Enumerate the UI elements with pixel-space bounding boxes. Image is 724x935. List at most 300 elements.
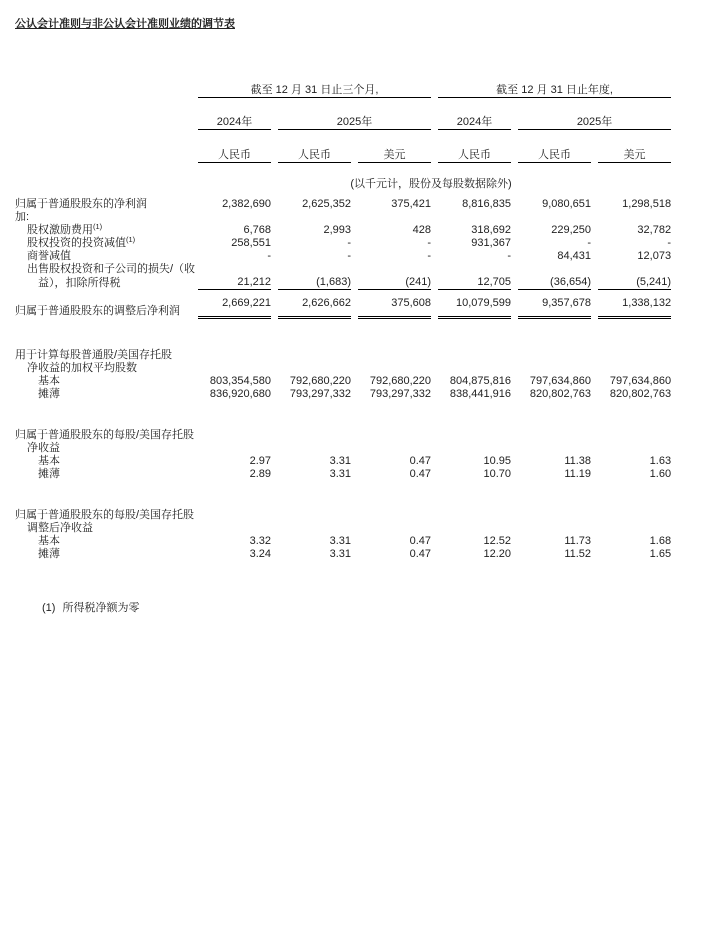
row-label: 股权激励费用$^{(1)}$ bbox=[27, 222, 103, 236]
value-cell: 1,298,518 bbox=[622, 198, 672, 210]
column-gap bbox=[591, 455, 598, 468]
value-cell: 2.97 bbox=[249, 455, 271, 467]
column-gap bbox=[191, 455, 198, 468]
value-cell: 820,802,763 bbox=[529, 388, 592, 400]
value-cell bbox=[358, 509, 431, 522]
value-cell: 375,421 bbox=[391, 198, 432, 210]
column-gap bbox=[591, 211, 598, 224]
value-cell: 10,079,599 bbox=[438, 290, 511, 318]
value-cell: 3.32 bbox=[249, 535, 271, 547]
column-gap bbox=[191, 442, 198, 455]
column-gap bbox=[191, 548, 198, 561]
unit-note-row bbox=[15, 163, 671, 199]
value-cell: 318,692 bbox=[471, 224, 512, 236]
column-gap bbox=[591, 250, 598, 263]
column-gap bbox=[431, 211, 438, 224]
column-gap bbox=[351, 509, 358, 522]
row-label: 商誉减值 bbox=[27, 250, 71, 262]
value-cell: 804,875,816 bbox=[449, 375, 512, 387]
column-gap bbox=[511, 290, 518, 318]
value-cell: 0.47 bbox=[409, 455, 432, 467]
column-gap bbox=[591, 349, 598, 362]
value-cell bbox=[598, 349, 671, 362]
column-gap bbox=[511, 509, 518, 522]
column-gap bbox=[431, 237, 438, 250]
value-cell bbox=[438, 429, 511, 442]
value-cell: 21,212 bbox=[237, 276, 271, 288]
value-cell bbox=[358, 263, 431, 276]
value-cell bbox=[598, 522, 671, 535]
column-gap bbox=[351, 224, 358, 237]
column-gap bbox=[271, 535, 278, 548]
row-label: 调整后净收益 bbox=[27, 522, 93, 534]
value-cell: 11.73 bbox=[564, 535, 592, 547]
column-gap bbox=[431, 429, 438, 442]
value-cell: 12.20 bbox=[483, 548, 512, 560]
column-gap bbox=[431, 290, 438, 318]
column-gap bbox=[271, 548, 278, 561]
value-cell: 0.47 bbox=[409, 535, 432, 547]
value-cell: 838,441,916 bbox=[449, 388, 512, 400]
value-cell bbox=[518, 211, 591, 224]
column-gap bbox=[271, 388, 278, 401]
row-label: 出售股权投资和子公司的损失/（收 bbox=[27, 263, 196, 275]
column-gap bbox=[271, 349, 278, 362]
value-cell bbox=[518, 263, 591, 276]
value-cell: 1.63 bbox=[649, 455, 672, 467]
value-cell bbox=[278, 522, 351, 535]
row-label: 归属于普通股股东的净利润 bbox=[15, 198, 147, 210]
column-gap bbox=[191, 388, 198, 401]
value-cell: 836,920,680 bbox=[209, 388, 271, 400]
column-gap bbox=[271, 224, 278, 237]
value-cell: 3.31 bbox=[329, 548, 351, 560]
row-label: 净收益的加权平均股数 bbox=[27, 362, 137, 374]
column-gap bbox=[591, 388, 598, 401]
column-gap bbox=[351, 290, 358, 318]
column-gap bbox=[191, 362, 198, 375]
column-gap bbox=[351, 362, 358, 375]
table-row-net-income-attributable bbox=[15, 198, 671, 211]
column-gap bbox=[511, 442, 518, 455]
table-row-disposal-loss-line2 bbox=[15, 276, 671, 290]
value-cell: 1.68 bbox=[649, 535, 672, 547]
table-row-eps-heading bbox=[15, 429, 671, 442]
value-cell: 1.60 bbox=[649, 468, 672, 480]
value-cell: (36,654) bbox=[550, 276, 592, 288]
value-cell: 0.47 bbox=[409, 468, 432, 480]
value-cell: - bbox=[347, 250, 351, 262]
value-cell: 797,634,860 bbox=[529, 375, 592, 387]
year-header: 2024年 bbox=[438, 98, 511, 130]
column-gap bbox=[191, 250, 198, 263]
column-gap bbox=[351, 468, 358, 481]
section-spacer bbox=[15, 318, 671, 350]
value-cell bbox=[198, 429, 271, 442]
value-cell: 258,551 bbox=[231, 237, 271, 249]
value-cell: 9,080,651 bbox=[542, 198, 592, 210]
column-gap bbox=[191, 224, 198, 237]
value-cell bbox=[438, 509, 511, 522]
footnote-text: 所得税净额为零 bbox=[62, 602, 140, 614]
column-gap bbox=[431, 375, 438, 388]
column-gap bbox=[271, 509, 278, 522]
value-cell: 793,297,332 bbox=[369, 388, 432, 400]
currency-header: 人民币 bbox=[438, 130, 511, 163]
value-cell: (5,241) bbox=[636, 276, 672, 288]
table-row-share-based-compensation bbox=[15, 224, 671, 237]
row-label: 益），扣除所得税 bbox=[38, 276, 121, 289]
row-label: 摊薄 bbox=[38, 548, 60, 560]
value-cell: 2,626,662 bbox=[278, 290, 351, 318]
value-cell: 2,993 bbox=[323, 224, 351, 236]
table-row-weighted-average-shares-heading bbox=[15, 362, 671, 375]
column-gap bbox=[511, 468, 518, 481]
row-label: 摊薄 bbox=[38, 468, 60, 480]
value-cell: 803,354,580 bbox=[209, 375, 271, 387]
table-row-adjusted-net-income bbox=[15, 290, 671, 318]
column-gap bbox=[511, 388, 518, 401]
column-gap bbox=[591, 290, 598, 318]
column-gap bbox=[271, 276, 278, 290]
column-gap bbox=[591, 362, 598, 375]
column-gap bbox=[271, 250, 278, 263]
column-gap bbox=[511, 276, 518, 290]
row-label: 净收益 bbox=[27, 442, 60, 454]
value-cell bbox=[518, 509, 591, 522]
footnote-marker: (1) bbox=[42, 602, 56, 614]
value-cell: 1.65 bbox=[649, 548, 672, 560]
column-gap bbox=[271, 263, 278, 276]
value-cell bbox=[438, 349, 511, 362]
value-cell bbox=[278, 211, 351, 224]
currency-header: 人民币 bbox=[278, 130, 351, 163]
column-gap bbox=[271, 375, 278, 388]
row-label: 归属于普通股股东的每股/美国存托股 bbox=[15, 429, 195, 441]
column-gap bbox=[511, 429, 518, 442]
value-cell bbox=[598, 211, 671, 224]
column-gap bbox=[191, 349, 198, 362]
value-cell: 792,680,220 bbox=[289, 375, 351, 387]
value-cell: - bbox=[347, 237, 351, 249]
value-cell: 820,802,763 bbox=[609, 388, 672, 400]
value-cell: 3.31 bbox=[329, 468, 351, 480]
value-cell: 428 bbox=[412, 224, 432, 236]
column-gap bbox=[271, 442, 278, 455]
row-label: 加: bbox=[15, 211, 30, 223]
value-cell bbox=[358, 522, 431, 535]
column-gap bbox=[191, 375, 198, 388]
currency-header: 人民币 bbox=[518, 130, 591, 163]
value-cell: 12,073 bbox=[637, 250, 672, 262]
column-gap bbox=[431, 535, 438, 548]
column-gap bbox=[271, 455, 278, 468]
value-cell: 229,250 bbox=[551, 224, 592, 236]
column-gap bbox=[511, 349, 518, 362]
value-cell bbox=[438, 522, 511, 535]
table-row-shares-diluted bbox=[15, 388, 671, 401]
column-gap bbox=[431, 388, 438, 401]
table-row-impairment-of-equity-investments bbox=[15, 237, 671, 250]
value-cell: 0.47 bbox=[409, 548, 432, 560]
table-row-eps-net-income-heading bbox=[15, 442, 671, 455]
value-cell bbox=[358, 211, 431, 224]
value-cell bbox=[518, 429, 591, 442]
year-header: 2024年 bbox=[198, 98, 271, 130]
value-cell bbox=[518, 362, 591, 375]
column-gap bbox=[191, 211, 198, 224]
column-gap bbox=[191, 276, 198, 290]
value-cell bbox=[518, 442, 591, 455]
column-gap bbox=[351, 388, 358, 401]
year-header: 2025年 bbox=[278, 98, 431, 130]
value-cell bbox=[278, 509, 351, 522]
value-cell bbox=[198, 211, 271, 224]
value-cell bbox=[278, 362, 351, 375]
table-row-adjusted-eps-diluted bbox=[15, 548, 671, 561]
column-gap bbox=[351, 198, 358, 211]
column-gap bbox=[591, 468, 598, 481]
value-cell bbox=[278, 429, 351, 442]
table-row-adjusted-eps-net-income-heading bbox=[15, 522, 671, 535]
column-gap bbox=[351, 429, 358, 442]
value-cell: 84,431 bbox=[557, 250, 592, 262]
column-gap bbox=[591, 509, 598, 522]
footnote bbox=[42, 599, 671, 615]
column-gap bbox=[271, 211, 278, 224]
row-label: 基本 bbox=[38, 375, 60, 387]
footnote-ref: (1) bbox=[93, 222, 103, 231]
value-cell: 11.19 bbox=[564, 468, 592, 480]
year-header-row bbox=[15, 98, 671, 130]
column-gap bbox=[191, 522, 198, 535]
table-row-adjusted-eps-heading bbox=[15, 509, 671, 522]
column-gap bbox=[591, 548, 598, 561]
value-cell: - bbox=[427, 237, 432, 249]
table-row-shares-basic bbox=[15, 375, 671, 388]
row-label: 用于计算每股普通股/美国存托股 bbox=[15, 349, 173, 361]
value-cell: 3.31 bbox=[329, 535, 351, 547]
value-cell bbox=[358, 442, 431, 455]
period-group-header-row bbox=[15, 72, 671, 98]
value-cell bbox=[358, 429, 431, 442]
value-cell bbox=[198, 349, 271, 362]
column-gap bbox=[591, 535, 598, 548]
column-gap bbox=[351, 250, 358, 263]
column-gap bbox=[511, 263, 518, 276]
value-cell bbox=[598, 442, 671, 455]
currency-header-row bbox=[15, 130, 671, 163]
column-gap bbox=[351, 237, 358, 250]
value-cell: - bbox=[267, 250, 271, 262]
value-cell: 3.31 bbox=[329, 455, 351, 467]
row-label: 摊薄 bbox=[38, 388, 60, 400]
value-cell: - bbox=[427, 250, 432, 262]
value-cell: 8,816,835 bbox=[462, 198, 512, 210]
column-gap bbox=[511, 375, 518, 388]
value-cell bbox=[438, 211, 511, 224]
value-cell: 11.38 bbox=[564, 455, 592, 467]
column-gap bbox=[511, 237, 518, 250]
value-cell: 10.95 bbox=[483, 455, 512, 467]
value-cell: 12.52 bbox=[483, 535, 512, 547]
table-row-eps-basic bbox=[15, 455, 671, 468]
value-cell: 12,705 bbox=[477, 276, 512, 288]
currency-header: 美元 bbox=[358, 130, 431, 163]
value-cell bbox=[198, 442, 271, 455]
column-gap bbox=[591, 198, 598, 211]
column-gap bbox=[191, 237, 198, 250]
value-cell: 2,669,221 bbox=[198, 290, 271, 318]
column-gap bbox=[431, 349, 438, 362]
column-gap bbox=[511, 548, 518, 561]
column-gap bbox=[431, 442, 438, 455]
column-gap bbox=[351, 349, 358, 362]
value-cell bbox=[518, 349, 591, 362]
value-cell: - bbox=[667, 237, 672, 249]
column-gap bbox=[271, 429, 278, 442]
value-cell: 2,382,690 bbox=[222, 198, 271, 210]
year-header: 2025年 bbox=[518, 98, 671, 130]
column-gap bbox=[271, 362, 278, 375]
value-cell: 10.70 bbox=[483, 468, 512, 480]
value-cell: 793,297,332 bbox=[289, 388, 351, 400]
value-cell: (1,683) bbox=[316, 276, 351, 288]
value-cell bbox=[358, 349, 431, 362]
value-cell: 32,782 bbox=[637, 224, 672, 236]
value-cell bbox=[278, 263, 351, 276]
value-cell: 792,680,220 bbox=[369, 375, 432, 387]
currency-header: 美元 bbox=[598, 130, 671, 163]
column-gap bbox=[431, 198, 438, 211]
column-gap bbox=[431, 522, 438, 535]
column-gap bbox=[431, 362, 438, 375]
column-gap bbox=[351, 263, 358, 276]
column-gap bbox=[351, 276, 358, 290]
section-spacer bbox=[15, 481, 671, 509]
row-label: 归属于普通股股东的调整后净利润 bbox=[15, 304, 180, 317]
column-gap bbox=[271, 522, 278, 535]
value-cell: 797,634,860 bbox=[609, 375, 672, 387]
column-gap bbox=[431, 455, 438, 468]
value-cell bbox=[198, 263, 271, 276]
column-gap bbox=[511, 211, 518, 224]
value-cell bbox=[598, 429, 671, 442]
column-gap bbox=[271, 468, 278, 481]
value-cell: (241) bbox=[405, 276, 432, 288]
footnote-ref: (1) bbox=[126, 235, 136, 244]
table-row-adjusted-eps-basic bbox=[15, 535, 671, 548]
column-gap bbox=[511, 250, 518, 263]
column-gap bbox=[591, 263, 598, 276]
column-gap bbox=[191, 198, 198, 211]
row-label: 归属于普通股股东的每股/美国存托股 bbox=[15, 509, 195, 521]
column-gap bbox=[351, 548, 358, 561]
table-row-add-heading bbox=[15, 211, 671, 224]
column-gap bbox=[511, 362, 518, 375]
unit-note: (以千元计，股份及每股数据除外) bbox=[350, 178, 512, 190]
column-gap bbox=[271, 198, 278, 211]
column-gap bbox=[591, 375, 598, 388]
value-cell: 6,768 bbox=[243, 224, 271, 236]
column-gap bbox=[591, 522, 598, 535]
column-gap bbox=[511, 455, 518, 468]
column-gap bbox=[351, 522, 358, 535]
column-gap bbox=[431, 250, 438, 263]
column-gap bbox=[511, 522, 518, 535]
column-group-full-year: 截至 12 月 31 日止年度, bbox=[438, 72, 671, 98]
value-cell bbox=[438, 362, 511, 375]
column-gap bbox=[431, 263, 438, 276]
column-gap bbox=[351, 375, 358, 388]
value-cell: 2.89 bbox=[249, 468, 271, 480]
row-label: 基本 bbox=[38, 535, 60, 547]
column-gap bbox=[351, 535, 358, 548]
column-gap bbox=[591, 429, 598, 442]
value-cell bbox=[598, 362, 671, 375]
column-gap bbox=[511, 535, 518, 548]
value-cell: - bbox=[507, 250, 512, 262]
value-cell: 11.52 bbox=[564, 548, 592, 560]
column-gap bbox=[271, 237, 278, 250]
value-cell: 1,338,132 bbox=[598, 290, 671, 318]
value-cell bbox=[438, 442, 511, 455]
row-label: 基本 bbox=[38, 455, 60, 467]
column-gap bbox=[271, 290, 278, 318]
value-cell bbox=[278, 349, 351, 362]
column-gap bbox=[511, 198, 518, 211]
column-gap bbox=[431, 468, 438, 481]
value-cell bbox=[518, 522, 591, 535]
value-cell bbox=[358, 362, 431, 375]
column-gap bbox=[431, 276, 438, 290]
column-gap bbox=[431, 224, 438, 237]
value-cell bbox=[598, 263, 671, 276]
value-cell: 375,608 bbox=[358, 290, 431, 318]
value-cell bbox=[598, 509, 671, 522]
column-gap bbox=[431, 548, 438, 561]
row-label: 股权投资的投资减值$^{(1)}$ bbox=[27, 235, 136, 249]
value-cell: 2,625,352 bbox=[302, 198, 351, 210]
column-gap bbox=[591, 224, 598, 237]
column-group-three-months: 截至 12 月 31 日止三个月, bbox=[198, 72, 431, 98]
column-gap bbox=[191, 468, 198, 481]
table-row-goodwill-impairment bbox=[15, 250, 671, 263]
value-cell bbox=[438, 263, 511, 276]
column-gap bbox=[191, 290, 198, 318]
column-gap bbox=[351, 455, 358, 468]
table-row-shares-used-heading bbox=[15, 349, 671, 362]
value-cell: - bbox=[587, 237, 592, 249]
gaap-non-gaap-reconciliation-table bbox=[15, 72, 671, 561]
column-gap bbox=[591, 276, 598, 290]
currency-header: 人民币 bbox=[198, 130, 271, 163]
column-gap bbox=[431, 509, 438, 522]
table-row-eps-diluted bbox=[15, 468, 671, 481]
column-gap bbox=[351, 442, 358, 455]
value-cell: 9,357,678 bbox=[518, 290, 591, 318]
column-gap bbox=[191, 535, 198, 548]
column-gap bbox=[511, 224, 518, 237]
value-cell bbox=[198, 509, 271, 522]
section-spacer bbox=[15, 401, 671, 429]
value-cell bbox=[198, 362, 271, 375]
value-cell: 931,367 bbox=[471, 237, 512, 249]
column-gap bbox=[591, 237, 598, 250]
column-gap bbox=[351, 211, 358, 224]
table-row-disposal-loss-line1 bbox=[15, 263, 671, 276]
page-title: 公认会计准则与非公认会计准则业绩的调节表 bbox=[15, 18, 235, 30]
